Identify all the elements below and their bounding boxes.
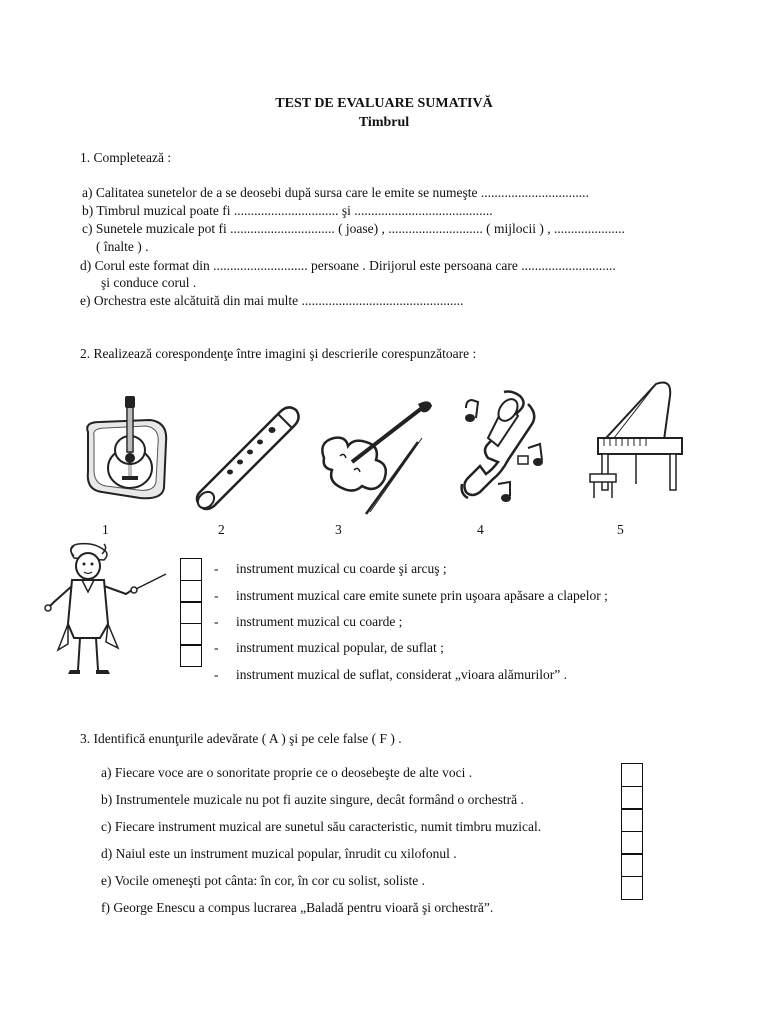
description-1: instrument muzical cu coarde şi arcuş ; xyxy=(236,561,447,576)
matching-answer-boxes xyxy=(180,558,202,667)
q1-line-e: e) Orchestra este alcătuită din mai multe ................................................ xyxy=(80,293,464,308)
match-box-3[interactable] xyxy=(180,601,202,624)
trumpet-icon xyxy=(458,388,550,506)
q1-line-b: b) Timbrul muzical poate fi ............................... şi ......................................... xyxy=(82,203,493,218)
tf-box-d[interactable] xyxy=(621,831,643,855)
match-box-2[interactable] xyxy=(180,580,202,603)
match-box-4[interactable] xyxy=(180,623,202,646)
q3-statement-f: f) George Enescu a compus lucrarea „Baladă pentru vioară şi orchestră”. xyxy=(101,900,494,915)
guitar-icon xyxy=(80,392,180,504)
violin-icon xyxy=(318,398,438,516)
q3-statement-b: b) Instrumentele muzicale nu pot fi auzite singure, decât formând o orchestră . xyxy=(101,792,524,807)
description-dash: - xyxy=(214,640,219,655)
page-subtitle: Timbrul xyxy=(358,115,410,130)
tf-box-b[interactable] xyxy=(621,786,643,810)
flute-icon xyxy=(192,396,304,512)
q3-heading: 3. Identifică enunţurile adevărate ( A ) şi pe cele false ( F ) . xyxy=(80,731,402,746)
description-dash: - xyxy=(214,667,219,682)
q3-statement-a: a) Fiecare voce are o sonoritate proprie ce o deosebeşte de alte voci . xyxy=(101,765,473,780)
tf-box-a[interactable] xyxy=(621,763,643,787)
conductor-icon xyxy=(44,544,168,680)
description-3: instrument muzical cu coarde ; xyxy=(236,614,403,629)
image-number-1: 1 xyxy=(102,522,109,537)
q3-statement-c: c) Fiecare instrument muzical are sunetul său caracteristic, numit timbru muzical. xyxy=(101,819,542,834)
q3-statement-d: d) Naiul este un instrument muzical popular, înrudit cu xilofonul . xyxy=(101,846,457,861)
tf-box-f[interactable] xyxy=(621,876,643,900)
q1-heading: 1. Completează : xyxy=(80,150,172,165)
q1-line-d: d) Corul este format din ............................ persoane . Dirijorul este persoana care ............................ xyxy=(80,258,616,273)
q1-line-c: c) Sunetele muzicale pot fi ............................... ( joase) , ............................ ( mijlocii ) , ..................... xyxy=(82,221,625,236)
description-2: instrument muzical care emite sunete prin uşoara apăsare a clapelor ; xyxy=(236,588,608,603)
description-4: instrument muzical popular, de suflat ; xyxy=(236,640,444,655)
image-number-3: 3 xyxy=(335,522,342,537)
page-title: TEST DE EVALUARE SUMATIVĂ xyxy=(275,96,493,111)
true-false-answer-boxes xyxy=(621,763,643,900)
image-number-5: 5 xyxy=(617,522,624,537)
q3-statement-e: e) Vocile omeneşti pot cânta: în cor, în cor cu solist, soliste . xyxy=(101,873,426,888)
q1-line-c-cont: ( înalte ) . xyxy=(96,239,149,254)
match-box-1[interactable] xyxy=(180,558,202,581)
description-dash: - xyxy=(214,561,219,576)
image-number-2: 2 xyxy=(218,522,225,537)
description-dash: - xyxy=(214,614,219,629)
q2-heading: 2. Realizează corespondenţe între imagini şi descrierile corespunzătoare : xyxy=(80,346,477,361)
q1-line-a: a) Calitatea sunetelor de a se deosebi după sursa care le emite se numeşte ................................ xyxy=(82,185,589,200)
q1-line-d-cont: şi conduce corul . xyxy=(101,275,197,290)
image-number-4: 4 xyxy=(477,522,484,537)
description-5: instrument muzical de suflat, considerat „vioara alămurilor” . xyxy=(236,667,568,682)
tf-box-e[interactable] xyxy=(621,853,643,877)
tf-box-c[interactable] xyxy=(621,808,643,832)
piano-icon xyxy=(586,380,690,504)
description-dash: - xyxy=(214,588,219,603)
match-box-5[interactable] xyxy=(180,644,202,667)
